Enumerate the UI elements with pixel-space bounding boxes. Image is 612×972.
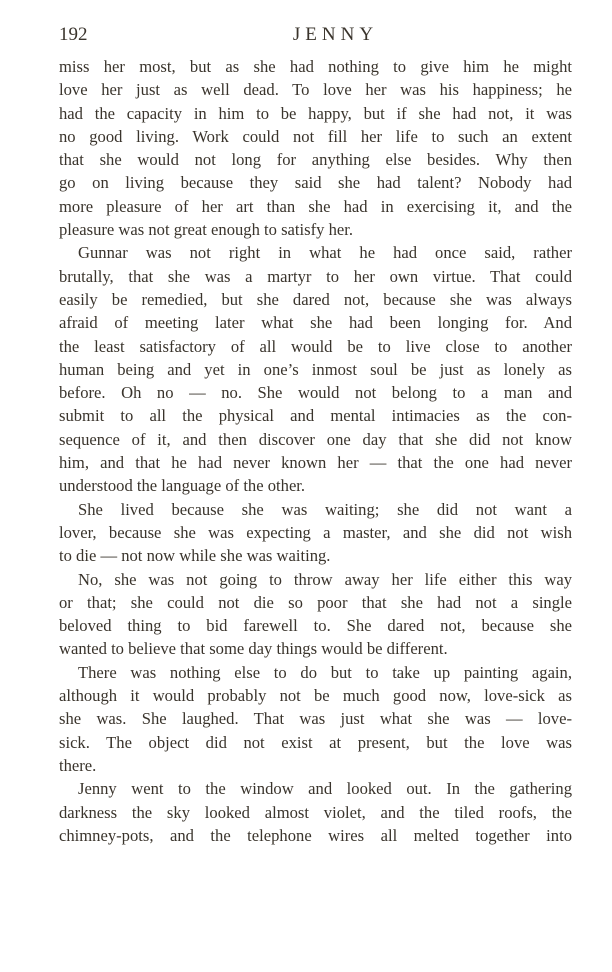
text-line: there. <box>59 755 97 775</box>
text-line: had the capacity in him to be happy, but if she had not, it was <box>59 103 572 123</box>
text-line: no good living. Work could not fill her life to such an extent <box>59 126 572 146</box>
text-line: before. Oh no — no. She would not belong to a man and <box>59 383 572 403</box>
text-line: miss her most, but as she had nothing to give him he might <box>59 57 572 76</box>
paragraph <box>59 568 572 661</box>
text-line: that she would not long for anything else besides. Why then <box>59 150 572 170</box>
text-line: or that; she could not die so poor that she had not a single <box>59 592 572 612</box>
text-line: darkness the sky looked almost violet, and the tiled roofs, the <box>59 802 572 822</box>
text-line: afraid of meeting later what she had been longing for. And <box>59 313 572 333</box>
text-line: more pleasure of her art than she had in exercising it, and the <box>59 196 572 216</box>
page-header <box>59 24 572 48</box>
paragraph <box>59 498 572 568</box>
text-line: sequence of it, and then discover one day that she did not know <box>59 429 572 449</box>
running-title: JENNY <box>292 24 379 45</box>
text-line: understood the language of the other. <box>59 476 306 496</box>
text-line: although it would probably not be much good now, love-sick as <box>59 686 572 706</box>
text-line: submit to all the physical and mental intimacies as the con- <box>59 406 572 426</box>
paragraph <box>59 777 572 847</box>
text-line: to die — not now while she was waiting. <box>59 546 331 566</box>
text-line: lover, because she was expecting a master, and she did not wish <box>59 522 572 542</box>
text-line: chimney-pots, and the telephone wires all melted together into <box>59 825 572 845</box>
text-line: No, she was not going to throw away her life either this way <box>78 569 572 589</box>
text-line: easily be remedied, but she dared not, because she was always <box>59 289 572 309</box>
paragraph <box>59 661 572 777</box>
text-line: She lived because she was waiting; she did not want a <box>78 499 572 519</box>
text-line: wanted to believe that some day things would be different. <box>59 639 448 659</box>
text-line: love her just as well dead. To love her was his happiness; he <box>59 80 572 100</box>
body-text <box>59 55 572 847</box>
paragraph <box>59 55 572 241</box>
text-line: There was nothing else to do but to take up painting again, <box>78 662 572 682</box>
page-number: 192 <box>59 24 88 45</box>
text-line: brutally, that she was a martyr to her own virtue. That could <box>59 266 572 286</box>
text-line: Gunnar was not right in what he had once said, rather <box>78 243 572 263</box>
text-line: go on living because they said she had talent? Nobody had <box>59 173 572 193</box>
text-line: the least satisfactory of all would be to live close to another <box>59 336 572 356</box>
text-line: human being and yet in one’s inmost soul be just as lonely as <box>59 359 572 379</box>
text-line: she was. She laughed. That was just what she was — love- <box>59 709 572 729</box>
text-line: sick. The object did not exist at present, but the love was <box>59 732 572 752</box>
text-line: him, and that he had never known her — that the one had never <box>59 453 572 473</box>
text-line: Jenny went to the window and looked out. In the gathering <box>78 779 572 799</box>
text-line: beloved thing to bid farewell to. She dared not, because she <box>59 616 572 636</box>
text-line: pleasure was not great enough to satisfy her. <box>59 220 353 240</box>
paragraph <box>59 241 572 497</box>
